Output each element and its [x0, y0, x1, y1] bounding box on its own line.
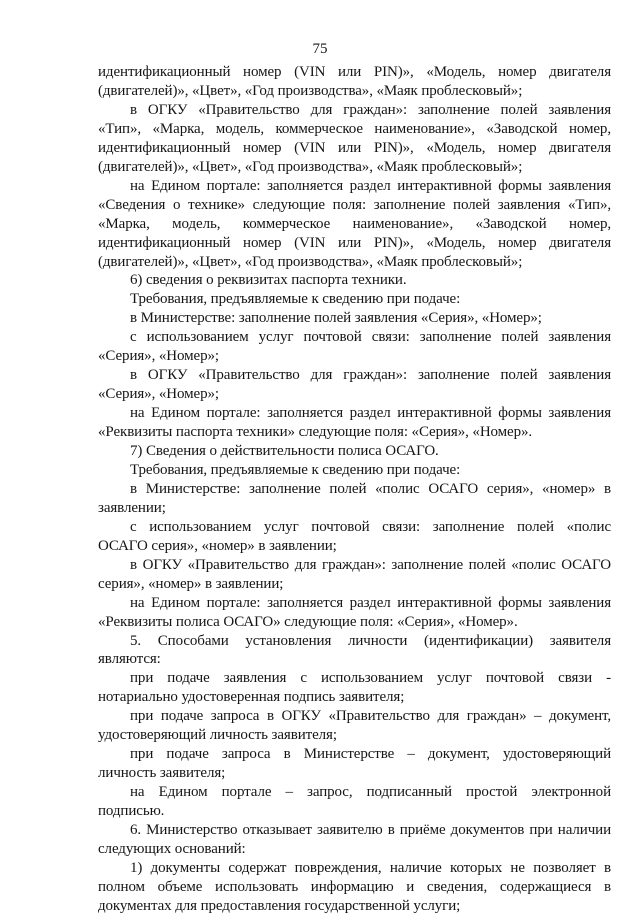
text-line: 6. Министерство отказывает заявителю в приёме документов при наличии — [130, 822, 611, 838]
text-line: в ОГКУ «Правительство для граждан»: заполнение полей заявления — [130, 101, 611, 118]
text-line: личность заявителя; — [98, 765, 226, 782]
text-line: «Сведения о технике» следующие поля: заполнение полей заявления «Тип», — [98, 196, 611, 213]
text-line: удостоверяющий личность заявителя; — [98, 727, 337, 744]
text-line: «Реквизиты полиса ОСАГО» следующие поля: «Серия», «Номер». — [98, 613, 518, 630]
text-line: на Едином портале: заполняется раздел интерактивной формы заявления — [130, 405, 611, 422]
page-number: 75 — [312, 41, 328, 57]
text-line: следующих оснований: — [98, 840, 246, 857]
text-line: идентификационный номер (VIN или PIN)», «Модель, номер двигателя — [98, 139, 611, 156]
text-line: «Серия», «Номер»; — [98, 386, 219, 403]
text-line: 6) сведения о реквизитах паспорта техники. — [130, 272, 407, 289]
text-line: на Едином портале: заполняется раздел интерактивной формы заявления — [130, 177, 611, 194]
text-line: Требования, предъявляемые к сведению при подаче: — [130, 291, 461, 308]
text-line: документах для предоставления государственной услуги; — [98, 897, 461, 914]
text-line: в Министерстве: заполнение полей «полис ОСАГО серия», «номер» в — [130, 480, 611, 497]
text-line: «Реквизиты паспорта техники» следующие поля: «Серия», «Номер». — [98, 424, 533, 441]
text-line: при подаче заявления с использованием услуг почтовой связи - — [130, 670, 611, 687]
text-line: в Министерстве: заполнение полей заявления «Серия», «Номер»; — [130, 310, 542, 327]
text-line: полном объеме использовать информацию и сведения, содержащиеся в — [98, 878, 611, 895]
text-line: серия», «номер» в заявлении; — [98, 575, 284, 592]
text-line: идентификационный номер (VIN или PIN)», «Модель, номер двигателя — [98, 64, 611, 80]
text-line: Требования, предъявляемые к сведению при подаче: — [130, 461, 461, 478]
text-line: с использованием услуг почтовой связи: заполнение полей заявления — [130, 329, 611, 346]
text-line: на Едином портале – запрос, подписанный простой электронной — [130, 784, 611, 801]
text-line: 7) Сведения о действительности полиса ОСАГО. — [130, 443, 439, 459]
text-line: «Серия», «Номер»; — [98, 348, 219, 365]
text-line: (двигателей)», «Цвет», «Год производства», «Маяк проблесковый»; — [98, 158, 523, 175]
text-line: при подаче запроса в ОГКУ «Правительство для граждан» – документ, — [130, 708, 611, 725]
text-line: с использованием услуг почтовой связи: заполнение полей «полис — [130, 518, 611, 535]
text-line: (двигателей)», «Цвет», «Год производства», «Маяк проблесковый»; — [98, 253, 523, 270]
text-line: «Марка, модель, коммерческое наименование», «Заводской номер, — [98, 215, 611, 232]
text-line: 1) документы содержат повреждения, наличие которых не позволяет в — [130, 859, 611, 876]
text-line: 5. Способами установления личности (идентификации) заявителя — [130, 632, 611, 649]
text-line: идентификационный номер (VIN или PIN)», «Модель, номер двигателя — [98, 234, 611, 251]
text-line: «Тип», «Марка, модель, коммерческое наименование», «Заводской номер, — [98, 120, 611, 137]
text-line: в ОГКУ «Правительство для граждан»: заполнение полей заявления — [130, 367, 611, 384]
text-line: ОСАГО серия», «номер» в заявлении; — [98, 537, 337, 554]
text-line: на Едином портале: заполняется раздел интерактивной формы заявления — [130, 594, 611, 611]
text-line: в ОГКУ «Правительство для граждан»: заполнение полей «полис ОСАГО — [130, 556, 611, 573]
text-line: (двигателей)», «Цвет», «Год производства», «Маяк проблесковый»; — [98, 83, 523, 99]
text-line: при подаче запроса в Министерстве – документ, удостоверяющий — [130, 746, 611, 763]
text-line: подписью. — [98, 803, 165, 819]
text-line: заявлении; — [98, 499, 166, 516]
text-line: нотариально удостоверенная подпись заявителя; — [98, 689, 405, 706]
text-line: являются: — [98, 651, 161, 668]
